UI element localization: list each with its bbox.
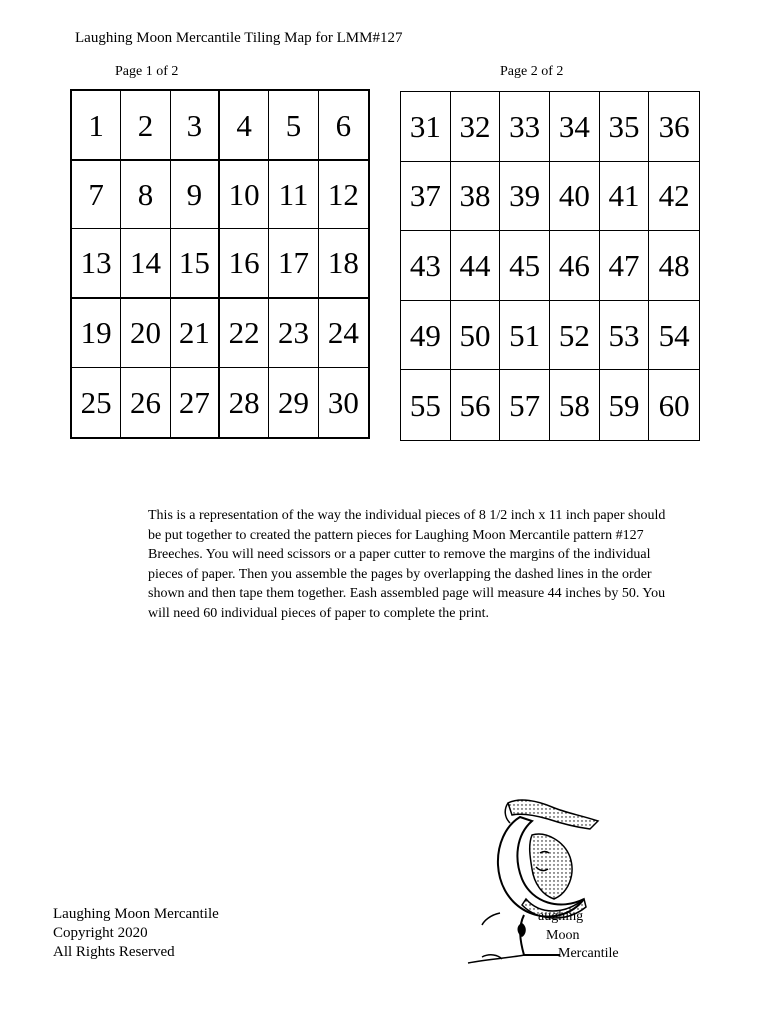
tiling-grid-page-2 [400,91,700,441]
tile-cell: 38 [451,162,501,232]
tile-cell: 23 [269,299,318,368]
tile-cell: 24 [319,299,368,368]
tile-cell: 3 [171,91,220,160]
tile-cell: 13 [72,229,121,298]
tile-cell: 12 [319,160,368,229]
laughing-moon-logo [460,795,635,970]
tile-cell: 59 [600,370,650,440]
tile-cell: 21 [171,299,220,368]
tile-cell: 22 [220,299,269,368]
tile-cell: 11 [269,160,318,229]
tile-cell: 32 [451,92,501,162]
logo-text-line-1: aughing [538,909,584,924]
tile-cell: 18 [319,229,368,298]
tile-cell: 19 [72,299,121,368]
tile-cell: 1 [72,91,121,160]
footer-copyright: Copyright 2020 [53,925,148,941]
tile-cell: 44 [451,231,501,301]
tile-cell: 39 [500,162,550,232]
tile-cell: 50 [451,301,501,371]
tile-cell: 34 [550,92,600,162]
page-2-label: Page 2 of 2 [500,64,564,79]
page-1-label: Page 1 of 2 [115,64,179,79]
tile-cell: 6 [319,91,368,160]
tile-cell: 55 [401,370,451,440]
tile-cell: 20 [121,299,170,368]
tile-cell: 27 [171,368,220,437]
tile-cell: 29 [269,368,318,437]
tile-cell: 14 [121,229,170,298]
tile-cell: 56 [451,370,501,440]
tile-cell: 45 [500,231,550,301]
tile-cell: 51 [500,301,550,371]
tile-cell: 25 [72,368,121,437]
tile-cell: 5 [269,91,318,160]
logo-text-line-3: Mercantile [558,946,619,961]
tile-cell: 7 [72,160,121,229]
document-title: Laughing Moon Mercantile Tiling Map for LMM#127 [75,30,403,46]
tile-cell: 42 [649,162,699,232]
tile-cell: 35 [600,92,650,162]
tile-cell: 43 [401,231,451,301]
tile-cell: 26 [121,368,170,437]
tile-cell: 28 [220,368,269,437]
tile-cell: 36 [649,92,699,162]
tile-cell: 57 [500,370,550,440]
tile-cell: 58 [550,370,600,440]
tile-cell: 41 [600,162,650,232]
tile-cell: 52 [550,301,600,371]
footer-rights: All Rights Reserved [53,944,175,960]
tile-cell: 10 [220,160,269,229]
tile-cell: 2 [121,91,170,160]
tile-cell: 46 [550,231,600,301]
tiling-grid-page-1 [70,89,370,439]
tile-cell: 60 [658,387,690,423]
footer-company: Laughing Moon Mercantile [53,906,219,922]
tile-cell: 37 [401,162,451,232]
tile-cell: 30 [327,384,359,420]
tile-cell: 49 [401,301,451,371]
tile-cell: 54 [649,301,699,371]
tile-cell: 48 [649,231,699,301]
tile-cell: 15 [171,229,220,298]
tile-cell: 17 [269,229,318,298]
tile-cell: 47 [600,231,650,301]
tile-cell: 40 [550,162,600,232]
copyright-footer [53,905,219,962]
tile-cell: 8 [121,160,170,229]
logo-text-line-2: Moon [546,928,580,943]
tile-cell: 31 [401,92,451,162]
tile-cell: 53 [600,301,650,371]
instructions-paragraph: This is a representation of the way the individual pieces of 8 1/2 inch x 11 inch paper should be put together to created the pattern pieces for Laughing Moon Mercantile pattern #127 Breeches. You will need scissors or a paper cutter to remove the margins of the individual pieces of paper. Then you assemble the pages by overlapping the dashed lines in the order shown and then tape them together. Eash assembled page will measure 44 inches by 50. You will need 60 individual pieces of paper to complete the print. [148,508,666,621]
tile-cell: 16 [220,229,269,298]
tile-cell: 4 [220,91,269,160]
tile-cell: 9 [171,160,220,229]
tile-cell: 33 [500,92,550,162]
